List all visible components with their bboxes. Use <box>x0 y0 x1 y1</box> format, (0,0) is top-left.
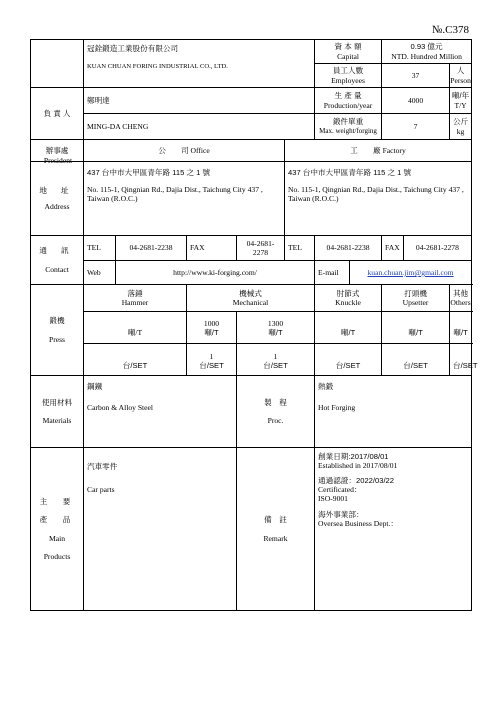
website-link[interactable]: http://www.ki-forging.com/ <box>116 261 315 285</box>
president-label-spacer <box>31 40 84 88</box>
email-link[interactable]: kuan.chuan.jim@gmail.com <box>367 267 454 277</box>
factory-tel: 04-2681-2238 <box>315 236 382 261</box>
mech-1-set-value: 1 <box>209 351 214 361</box>
factory-header-zh: 工 廠 <box>350 145 381 155</box>
process-label-zh: 製 程 <box>264 397 287 407</box>
press-type-hammer-zh: 落錘 <box>127 288 143 298</box>
press-type-others-zh: 其他 <box>452 288 469 298</box>
materials-value-zh: 鋼鐵 <box>87 382 103 391</box>
address-label-zh: 地 址 <box>39 186 75 196</box>
company-name-zh: 冠銓鍛造工業股份有限公司 <box>87 44 179 53</box>
contact-label-zh: 通 訊 <box>39 245 75 255</box>
max-weight-unit-zh: 公斤 <box>452 117 469 127</box>
mech-1-ton-unit: 噸/T <box>204 327 219 337</box>
press-type-knuckle-en: Knuckle <box>335 298 361 307</box>
email-label: E-mail <box>315 261 350 285</box>
press-type-upsetter-en: Upsetter <box>402 298 429 307</box>
products-label-zh-1: 主 要 <box>39 497 75 507</box>
capital-unit: NTD. Hundred Million <box>391 51 462 61</box>
knuckle-set: 台/SET <box>315 344 382 376</box>
mech-2-ton-unit: 噸/T <box>268 327 283 337</box>
press-type-others-en: Others <box>450 298 471 307</box>
company-profile-table <box>30 39 478 611</box>
contact-label-en: Contact <box>45 265 69 274</box>
press-label-en: Press <box>48 334 66 344</box>
production-label-zh: 生 產 量 <box>334 91 362 101</box>
address-label-en: Address <box>44 201 70 211</box>
mech-1-ton-value: 1000 <box>203 318 220 328</box>
press-type-knuckle-zh: 肘節式 <box>336 288 360 298</box>
production-unit-zh: 噸/年 <box>451 91 470 101</box>
office-header-en: Office <box>190 145 210 155</box>
hammer-set: 台/SET <box>84 344 187 376</box>
materials-label-zh: 使用材料 <box>41 397 73 407</box>
factory-tel-label: TEL <box>285 236 315 261</box>
press-type-hammer-en: Hammer <box>121 298 149 307</box>
products-value-zh: 汽車零件 <box>87 462 118 471</box>
employees-unit-zh: 人 <box>456 66 465 76</box>
press-label-zh: 鍛機 <box>49 316 65 326</box>
web-label: Web <box>84 261 116 285</box>
production-value: 4000 <box>382 88 450 114</box>
capital-label-zh: 資 本 額 <box>334 42 362 52</box>
office-header-label: 辦事處 <box>31 140 84 162</box>
max-weight-label-en: Max. weight/forging <box>319 127 377 136</box>
process-value-en: Hot Forging <box>318 403 356 413</box>
materials-value-en: Carbon & Alloy Steel <box>87 403 154 413</box>
process-label-en: Proc. <box>267 416 284 426</box>
office-address-zh: 437 台中市大甲區青年路 115 之 1 號 <box>87 168 211 177</box>
remark-overseas-zh: 海外事業部： <box>318 509 364 519</box>
company-name-en: KUAN CHUAN FORING INDUSTRIAL CO., LTD. <box>87 63 228 71</box>
factory-address-zh: 437 台中市大甲區青年路 115 之 1 號 <box>288 168 412 177</box>
president-name-zh: 鄭明達 <box>84 88 315 114</box>
employees-label-zh: 員工人數 <box>332 66 364 76</box>
process-value-zh: 熱鍛 <box>318 382 334 391</box>
factory-fax: 04-2681-2278 <box>415 243 459 253</box>
president-label-zh: 負 責 人 <box>43 108 71 118</box>
press-type-upsetter-zh: 打頭機 <box>404 288 427 298</box>
remark-overseas-en: Oversea Business Dept.： <box>318 518 398 528</box>
max-weight-unit-en: kg <box>456 126 465 136</box>
capital-value: 0.93 億元 <box>410 42 443 52</box>
production-unit-en: T/Y <box>454 100 467 110</box>
others-ton: 噸/T <box>450 312 472 344</box>
press-type-mechanical-zh: 機械式 <box>239 288 262 298</box>
mech-2-set-value: 1 <box>273 351 278 361</box>
office-fax: 04-2681-2278 <box>237 236 285 261</box>
remark-cert-std: ISO-9001 <box>318 494 348 504</box>
employees-unit-en: Person <box>450 75 471 85</box>
office-fax-label: FAX <box>187 236 237 261</box>
president-name-en: MING-DA CHENG <box>84 114 315 140</box>
products-label-en-1: Main <box>48 533 66 543</box>
mech-2-ton-value: 1300 <box>267 318 284 328</box>
employees-label-en: Employees <box>331 75 365 85</box>
products-value-en: Car parts <box>87 485 115 495</box>
document-number: №.C378 <box>431 24 469 36</box>
hammer-ton: 噸/T <box>84 312 187 344</box>
materials-label-en: Materials <box>42 416 72 426</box>
remark-founded-zh: 創業日期:2017/08/01 <box>318 452 389 461</box>
products-label-en-2: Products <box>43 551 71 561</box>
max-weight-label-zh: 鍛件單重 <box>332 117 364 127</box>
upsetter-ton: 噸/T <box>382 312 450 344</box>
factory-fax-label: FAX <box>382 236 404 260</box>
office-tel: 04-2681-2238 <box>116 236 187 261</box>
capital-label-en: Capital <box>337 51 359 61</box>
mech-1-set-unit: 台/SET <box>199 360 224 370</box>
office-address-en: No. 115-1, Qingnian Rd., Dajia Dist., Taichung City 437 , Taiwan (R.O.C.) <box>87 185 263 204</box>
office-header-zh: 公 司 <box>158 145 189 155</box>
mech-2-set-unit: 台/SET <box>263 360 288 370</box>
knuckle-ton: 噸/T <box>315 312 382 344</box>
employees-value: 37 <box>382 64 450 88</box>
remark-label-en: Remark <box>263 533 288 543</box>
remark-cert-zh: 通過認證：2022/03/22 <box>318 476 395 486</box>
factory-header-en: Factory <box>382 145 406 155</box>
remark-founded-en: Established in 2017/08/01 <box>318 461 398 471</box>
remark-label-zh: 備 註 <box>264 515 287 525</box>
factory-address-en: No. 115-1, Qingnian Rd., Dajia Dist., Taichung City 437 , Taiwan (R.O.C.) <box>288 185 464 204</box>
products-label-zh-2: 產 品 <box>39 515 75 525</box>
remark-cert-en: Certificated： <box>318 485 362 495</box>
office-tel-label: TEL <box>84 236 116 261</box>
others-set: 台/SET <box>450 344 472 376</box>
press-type-mechanical-en: Mechanical <box>232 298 269 307</box>
upsetter-set: 台/SET <box>382 344 450 376</box>
president-label-en: President <box>43 156 73 165</box>
production-label-en: Production/year <box>323 100 373 110</box>
max-weight-value: 7 <box>382 114 450 140</box>
